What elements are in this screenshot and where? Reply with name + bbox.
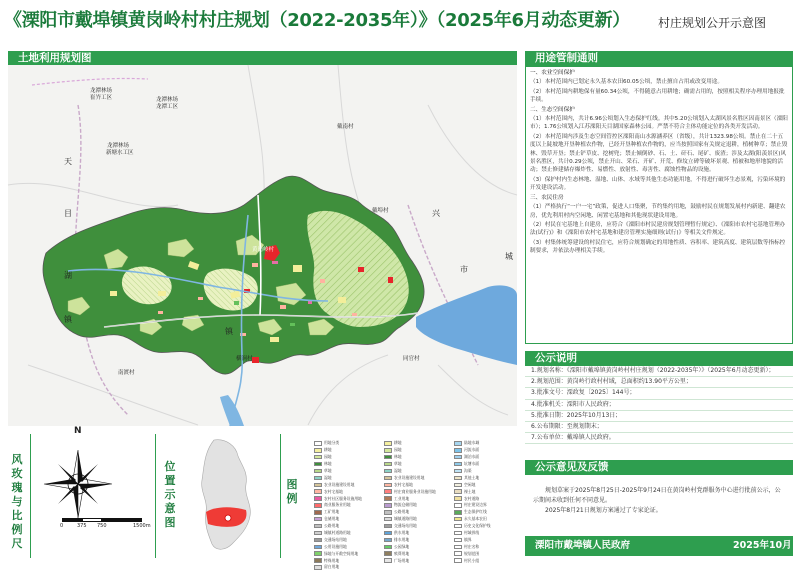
legend-item (454, 536, 491, 543)
legend-label: 林地 (324, 461, 332, 467)
legend-label: 园地 (394, 447, 402, 453)
legend-label: 公园绿地 (394, 543, 410, 549)
divider-2 (155, 434, 156, 558)
rules-body (525, 66, 793, 344)
legend-label: 城镇村道路用地 (324, 530, 351, 536)
legend-label: 城镇道路用地 (394, 516, 417, 522)
legend-label: 林地 (394, 454, 402, 460)
legend-item (454, 468, 491, 475)
legend-swatch (454, 545, 462, 550)
legend-item (454, 502, 491, 509)
legend-item (314, 564, 362, 571)
legend-item (384, 557, 436, 564)
legend-item (314, 550, 362, 557)
legend-swatch (384, 517, 392, 522)
map-label-14: 市 (460, 265, 468, 274)
legend-swatch (454, 538, 462, 543)
page-title: 《溧阳市戴埠镇黄岗岭村村庄规划（2022-2035年）》（2025年6月动态更新） (4, 10, 630, 31)
legend-item (384, 550, 436, 557)
rules-item-8: （3）村集体统筹建设的村民住宅，应符合规划确定的用地性质、容积率、建筑高度、建筑层数等指标控制要求，并依法办理相关手续。 (530, 239, 786, 255)
legend-label: 工业用地 (394, 495, 410, 501)
notice-item-1: 1.规划名称：《溧阳市戴埠镇黄岗岭村村庄规划（2022-2035年）》（2025年6月动态更新）； (525, 366, 793, 377)
legend-swatch (314, 558, 322, 563)
map-label-15: 城 (505, 252, 513, 261)
legend-label: 殡葬用地 (394, 550, 410, 556)
map-label-11: 湖 (64, 271, 72, 280)
notice-item-5: 5.批准日期：2025年10月13日； (525, 411, 793, 422)
legend-swatch (384, 524, 392, 529)
legend-swatch (314, 462, 322, 467)
map-label-9: 天 (64, 157, 72, 166)
legend-item (454, 523, 491, 530)
notice-item-2: 2.规划范围：黄岗岭行政村村域，总面积约13.90平方公里； (525, 377, 793, 388)
map-label-7: 戴南村 (337, 124, 354, 130)
legend-swatch (454, 483, 462, 488)
legend-side-label: 图例 (286, 478, 298, 505)
legend-item (384, 474, 436, 481)
legend-label: 草地 (324, 468, 332, 473)
legend-label: 其他土地 (464, 474, 480, 480)
feedback-body (525, 476, 793, 532)
legend-item (314, 543, 362, 550)
rules-item-6: （1）严格执行“一户一宅”政策，促进人口集聚，节约集约用地，鼓励村民在规划发展村内新建、翻建农房，优先利用村内空闲地、闲置宅基地和其他现状建设用地。 (530, 204, 786, 219)
legend-item (314, 509, 362, 516)
legend-swatch (384, 503, 392, 508)
legend-item (314, 495, 362, 502)
rules-item-2: （2）本村范围内耕地保有量60.34公顷，不得随意占用耕地；确需占用的，按照相关程序办理用地报批手续。 (530, 88, 785, 104)
legend-item (314, 440, 362, 447)
legend-swatch (454, 462, 462, 467)
footer-bar (525, 536, 793, 556)
legend-label: 耕地 (324, 447, 332, 453)
legend-swatch (384, 489, 392, 494)
legend-item (384, 454, 436, 461)
footer-date: 2025年10月 (733, 540, 792, 551)
rules-header: 用途管制通则 (525, 51, 793, 66)
legend-item (314, 454, 362, 461)
legend-item (314, 474, 362, 481)
legend-swatch (454, 476, 462, 481)
divider-3 (280, 434, 281, 558)
legend-label: 湿地 (324, 474, 332, 480)
scale-tick-2: 750 (97, 523, 107, 529)
legend-panel (310, 434, 518, 570)
legend-swatch (384, 441, 392, 446)
legend-swatch (314, 489, 322, 494)
rules-heading-1: 一、农业空间保护 (530, 70, 575, 76)
legend-label: 工矿用地 (324, 509, 340, 515)
map-label-1: 龙潭林场 (90, 88, 113, 94)
map-label-4: 龙潭工区 (156, 104, 179, 110)
rules-item-7: （2）村民在宅基地上自建房，应符合《溧阳市村民建房规划管理暂行规定》、《溧阳市农村宅基地管理办法(试行)》和《溧阳市农村宅基地和建房管理实施细则(试行)》等相关文件规定。 (530, 221, 786, 237)
legend-swatch (314, 538, 322, 543)
legend-swatch (314, 455, 322, 460)
legend-label: 绿地与开敞空间用地 (324, 550, 359, 556)
legend-item (314, 488, 362, 495)
notice-item-7: 7.公布单位：戴埠镇人民政府。 (525, 433, 793, 444)
legend-item (314, 516, 362, 523)
land-use-header: 土地利用规划图 (8, 51, 517, 66)
location-label: 位置示意图 (164, 460, 176, 529)
legend-swatch (314, 545, 322, 550)
legend-swatch (384, 510, 392, 515)
legend-swatch (314, 551, 322, 556)
compass-rose-icon (40, 438, 120, 526)
divider-1 (30, 434, 31, 558)
legend-label: 村民小组 (464, 557, 480, 563)
map-label-10: 目 (64, 209, 72, 218)
rules-heading-3: 三、农民住房 (530, 194, 564, 201)
legend-item (454, 447, 491, 454)
legend-swatch (454, 455, 462, 460)
legend-label: 耕地 (394, 440, 402, 446)
legend-item (384, 502, 436, 509)
legend-swatch (454, 558, 462, 563)
legend-swatch (454, 448, 462, 453)
legend-label: 生态保护红线 (464, 509, 487, 515)
legend-item (384, 468, 436, 475)
legend-swatch (384, 531, 392, 536)
map-label-18: 南渡村 (118, 370, 135, 376)
legend-label: 村庄建设边界 (464, 502, 487, 508)
legend-item (384, 530, 436, 537)
rules-item-4: （2）本村范围内涉及生态空间管控区溧阳南山水源涵养区（省级），共计1323.98公顷。禁止在二十五度以上陡坡地开垦种植农作物，已经开垦种植农作物的，应当按照国家有关规定退耕，植树种草；禁止毁林、毁草开垦；禁止铲草皮、挖树兜；禁止倾倒砂、石、土、矸石、尾矿、废渣；涉及太湖(阳羡景区)风景名胜区，共计0.29公顷，禁止开山、采石、开矿、开荒、修坟立碑等破坏景观、植被和地形地貌的活动；禁止修建储存爆炸性、易燃性、放射性、毒害性、腐蚀性物品的设施。 (530, 133, 788, 174)
legend-label: 公路用地 (324, 523, 340, 529)
legend-label: 农业设施建设用地 (394, 474, 425, 480)
land-use-map[interactable] (8, 65, 517, 426)
legend-label: 湿地 (394, 468, 402, 473)
legend-item (314, 523, 362, 530)
scale-tick-3: 1500m (133, 523, 151, 529)
legend-swatch (384, 469, 392, 474)
legend-label: 用地分类 (324, 440, 340, 446)
legend-label: 历史文化保护线 (464, 523, 491, 529)
legend-label: 规划范围 (464, 550, 480, 556)
legend-swatch (454, 524, 462, 529)
map-label-19: 同官村 (403, 356, 420, 362)
notice-item-6: 6.公布期限：至规划期末； (525, 422, 793, 433)
legend-swatch (454, 496, 462, 501)
legend-item (314, 461, 362, 468)
scale-tick-1: 375 (77, 523, 87, 529)
legend-label: 农村宅基地 (394, 481, 413, 487)
legend-swatch (314, 531, 322, 536)
legend-label: 物流仓储用地 (394, 502, 417, 508)
legend-item (384, 536, 436, 543)
legend-label: 农业设施建设用地 (324, 481, 355, 487)
legend-item (454, 495, 491, 502)
legend-item (384, 447, 436, 454)
compass-label: 风玫瑰与比例尺 (11, 453, 23, 550)
legend-label: 农村宅基地 (324, 488, 343, 494)
legend-label: 广场用地 (394, 557, 410, 563)
map-label-17: 横涧村 (236, 356, 253, 362)
legend-item (384, 488, 436, 495)
map-label-3: 龙潭林场 (156, 97, 179, 103)
map-label-6: 新塘水工区 (106, 150, 134, 156)
legend-item (314, 557, 362, 564)
rules-item-3: （1）本村范围内，共计6.96公顷划入生态保护红线。其中5.20公顷划入太湖风景名胜区因南景区（溧阳市）；1.76公顷划入江苏溧阳天目湖国家森林公园。严禁不符合主体功能定位的各类开发活动。 (530, 116, 788, 131)
legend-label: 河流水面 (464, 447, 480, 453)
legend-col-1 (314, 440, 362, 571)
legend-swatch (384, 551, 392, 556)
legend-item (384, 461, 436, 468)
legend-swatch (384, 448, 392, 453)
legend-item (454, 557, 491, 564)
legend-label: 园地 (324, 454, 332, 460)
map-label-20: 镇 (225, 327, 233, 336)
legend-label: 沟渠 (464, 468, 472, 473)
legend-label: 农村道路 (464, 495, 480, 501)
rules-item-1: （1）本村范围内已划定永久基本农田60.05公顷，禁止擅自占用或改变用途。 (530, 79, 723, 86)
notice-header: 公示说明 (525, 351, 793, 366)
notice-item-3: 3.批准文号：溧政复〔2025〕144号； (525, 388, 793, 399)
legend-item (384, 481, 436, 488)
legend-item (314, 481, 362, 488)
scale-tick-0: 0 (60, 523, 64, 529)
legend-item (384, 516, 436, 523)
legend-label: 特殊用地 (324, 557, 340, 563)
legend-swatch (384, 476, 392, 481)
feedback-text-1: 规划草案于2025年8月25日-2025年9月24日在黄岗岭村党群服务中心进行批前公示，公示期间未收到任何不同意见。 (533, 487, 781, 504)
rules-item-5: （3）保护村内生态林地、湿地、山体、水域等其他生态功能用地，不得进行破坏生态景观，污染环境的开发建设活动。 (530, 176, 786, 192)
map-label-16: 黄岗岭村 (252, 247, 275, 253)
legend-swatch (384, 455, 392, 460)
legend-item (314, 530, 362, 537)
legend-label: 留白用地 (324, 564, 340, 570)
legend-label: 交通场站用地 (324, 536, 347, 542)
legend-swatch (384, 496, 392, 501)
footer-org: 溧阳市戴埠镇人民政府 (535, 540, 631, 551)
legend-swatch (314, 448, 322, 453)
legend-swatch (314, 496, 322, 501)
legend-label: 交通场站用地 (394, 523, 417, 529)
map-label-5: 龙潭林场 (107, 143, 130, 149)
legend-swatch (314, 476, 322, 481)
legend-label: 排水用地 (394, 536, 410, 542)
feedback-text-2: 2025年8月21日规划方案通过了专家论证。 (545, 507, 662, 514)
legend-item (454, 509, 491, 516)
legend-label: 村域界线 (464, 530, 480, 536)
legend-swatch (314, 483, 322, 488)
legend-label: 商业服务业用地 (324, 502, 351, 508)
location-map-icon (186, 436, 270, 556)
legend-swatch (454, 503, 462, 508)
legend-item (454, 474, 491, 481)
legend-col-2 (384, 440, 436, 564)
legend-label: 村庄名称 (464, 543, 480, 549)
legend-swatch (314, 565, 322, 570)
legend-label: 公用设施用地 (324, 543, 347, 549)
feedback-header: 公示意见及反馈 (525, 460, 793, 475)
legend-item (314, 468, 362, 475)
legend-swatch (454, 510, 462, 515)
legend-swatch (314, 510, 322, 515)
legend-col-3 (454, 440, 491, 564)
legend-label: 湖泊水面 (464, 454, 480, 460)
legend-label: 陆地水域 (464, 440, 480, 446)
legend-item (384, 543, 436, 550)
legend-label: 永久基本农田 (464, 516, 487, 522)
legend-swatch (384, 462, 392, 467)
map-label-12: 镇 (64, 315, 72, 324)
legend-item (454, 481, 491, 488)
legend-label: 仓储用地 (324, 516, 340, 522)
legend-item (314, 536, 362, 543)
legend-label: 公路用地 (394, 509, 410, 515)
legend-swatch (454, 441, 462, 446)
legend-label: 供水用地 (394, 530, 410, 536)
legend-swatch (314, 517, 322, 522)
legend-label: 空闲地 (464, 481, 476, 487)
legend-item (314, 502, 362, 509)
legend-swatch (454, 469, 462, 474)
legend-swatch (314, 441, 322, 446)
legend-label: 坑塘水面 (464, 461, 480, 467)
map-label-2: 崔岕工区 (90, 95, 113, 101)
legend-item (384, 509, 436, 516)
map-label-13: 兴 (432, 209, 440, 218)
legend-swatch (454, 531, 462, 536)
legend-swatch (384, 538, 392, 543)
rules-heading-2: 二、生态空间保护 (530, 106, 575, 113)
notice-list (525, 366, 793, 456)
legend-swatch (454, 551, 462, 556)
legend-item (454, 550, 491, 557)
legend-label: 草地 (394, 461, 402, 467)
notice-item-4: 4.批准机关：溧阳市人民政府； (525, 400, 793, 411)
legend-item (384, 523, 436, 530)
legend-item (454, 543, 491, 550)
scale-bar (62, 518, 142, 522)
legend-item (384, 440, 436, 447)
legend-item (314, 447, 362, 454)
legend-swatch (454, 517, 462, 522)
legend-label: 农村社区服务设施用地 (324, 495, 362, 501)
compass-north: N (74, 426, 82, 436)
legend-swatch (314, 469, 322, 474)
legend-swatch (314, 524, 322, 529)
legend-swatch (384, 483, 392, 488)
legend-swatch (314, 503, 322, 508)
legend-swatch (384, 558, 392, 563)
legend-label: 村庄商业服务业设施用地 (394, 488, 436, 494)
legend-item (454, 488, 491, 495)
legend-item (384, 495, 436, 502)
legend-label: 镇界 (464, 536, 472, 542)
page-subtitle: 村庄规划公开示意图 (658, 16, 767, 30)
legend-item (454, 516, 491, 523)
legend-swatch (454, 489, 462, 494)
map-label-8: 戴埠村 (372, 208, 389, 214)
legend-item (454, 461, 491, 468)
legend-label: 裸土地 (464, 488, 476, 494)
legend-item (454, 530, 491, 537)
legend-item (454, 454, 491, 461)
legend-swatch (384, 545, 392, 550)
legend-item (454, 440, 491, 447)
